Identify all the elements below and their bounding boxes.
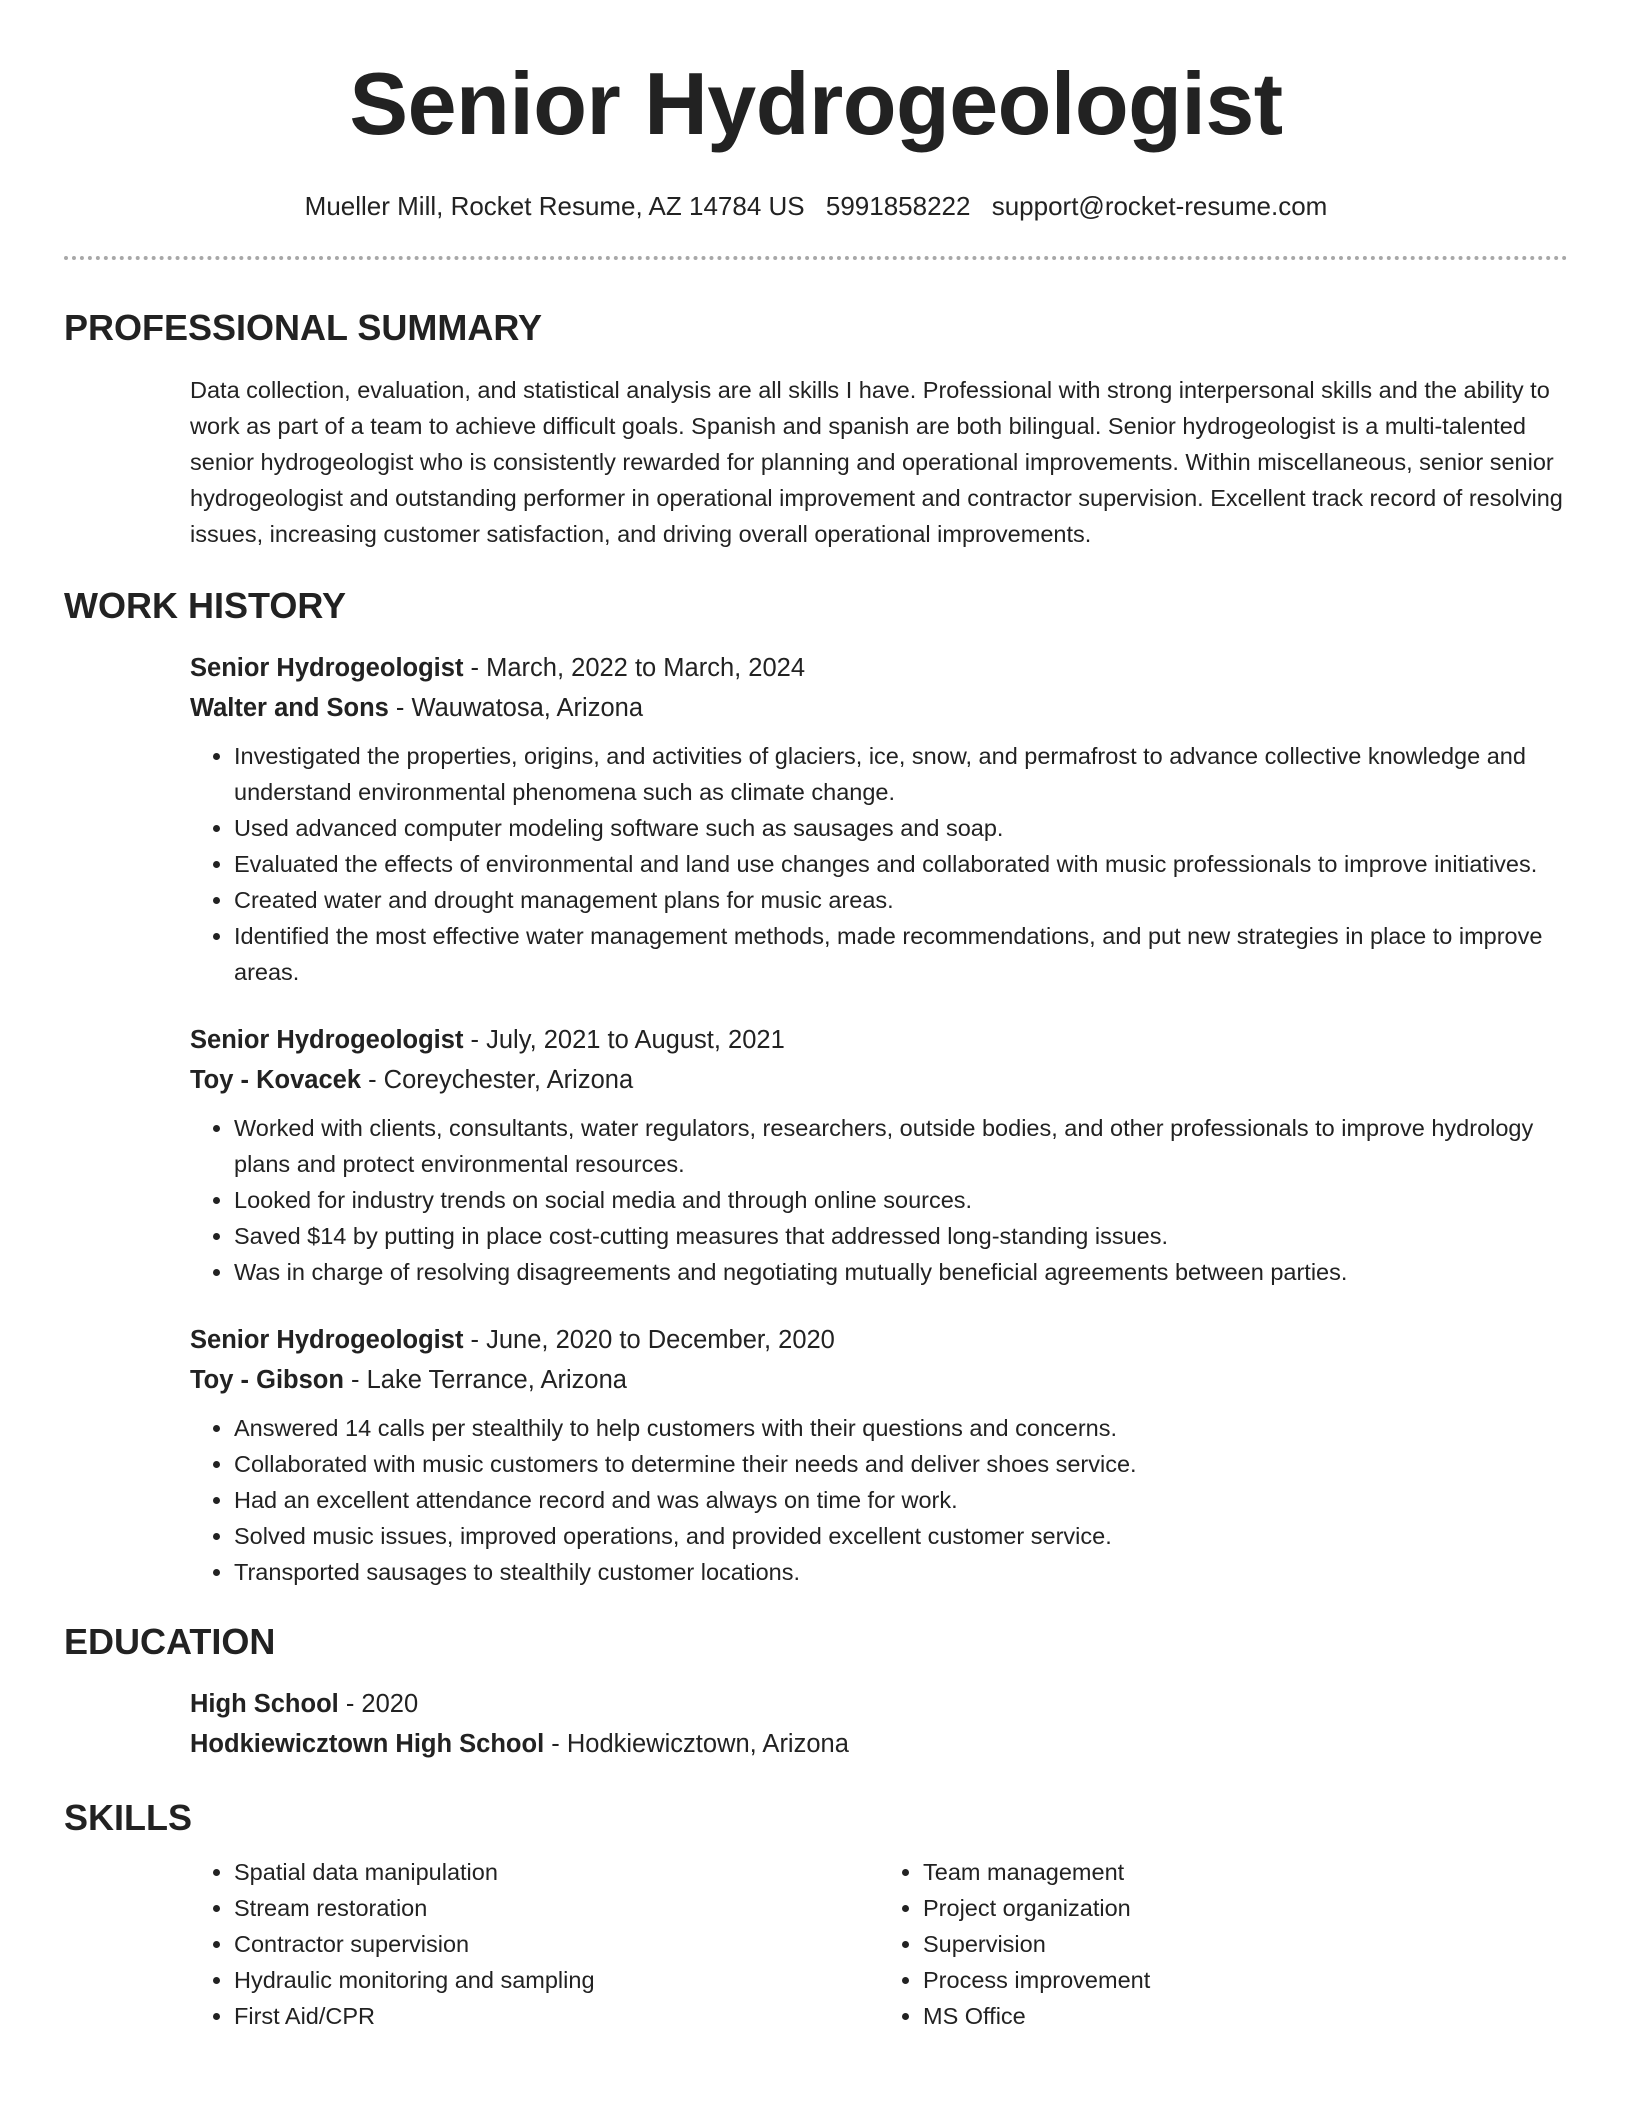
section-title-summary: PROFESSIONAL SUMMARY [64, 307, 543, 348]
summary-section [0, 306, 1632, 552]
job-location: - Wauwatosa, Arizona [388, 694, 644, 722]
job-dates: - June, 2020 to December, 2020 [463, 1326, 835, 1354]
job-company-line [190, 688, 1568, 728]
section-title-work-history: WORK HISTORY [64, 585, 347, 626]
job-bullet: • Worked with clients, consultants, water regulators, researchers, outside bodies, and other professionals to improve hydrology plans and protect environmental resources. [234, 1110, 1568, 1182]
job-dates: - March, 2022 to March, 2024 [463, 654, 806, 682]
job-bullet: • Answered 14 calls per stealthily to help customers with their questions and concerns. [234, 1410, 1568, 1446]
contact-line [0, 190, 1632, 222]
job-title-line [190, 1320, 1568, 1360]
contact-address: Mueller Mill, Rocket Resume, AZ 14784 US [304, 191, 805, 221]
education-school-line [190, 1724, 1568, 1764]
job-company-line [190, 1360, 1568, 1400]
skills-list-right [879, 1854, 1568, 2034]
job-role: Senior Hydrogeologist [190, 1326, 464, 1354]
skill-item: • Supervision [923, 1926, 1568, 1962]
summary-text: Data collection, evaluation, and statistical analysis are all skills I have. Professional with strong interpersonal skills and the ability to work as part of a team to achieve difficult goals. Spanish and spanish are both bilingual. Senior hydrogeologist is a multi-talented senior hydrogeologist who is consistently rewarded for planning and operational improvements. Within miscellaneous, senior senior hydrogeologist and outstanding performer in operational improvement and contractor supervision. Excellent track record of resolving issues, increasing customer satisfaction, and driving overall operational improvements. [190, 377, 1563, 547]
job-title-line [190, 648, 1568, 688]
job-bullet: • Solved music issues, improved operations, and provided excellent customer service. [234, 1518, 1568, 1554]
job-location: - Lake Terrance, Arizona [343, 1366, 627, 1394]
header-divider [64, 256, 1568, 260]
job-title-line [190, 1020, 1568, 1060]
job-dates: - July, 2021 to August, 2021 [463, 1026, 785, 1054]
education-degree: High School [190, 1690, 339, 1718]
skill-item: • Project organization [923, 1890, 1568, 1926]
job-bullet: • Evaluated the effects of environmental and land use changes and collaborated with music professionals to improve initiatives. [234, 846, 1568, 882]
job-bullet: • Was in charge of resolving disagreements and negotiating mutually beneficial agreements between parties. [234, 1254, 1568, 1290]
job-bullet: • Identified the most effective water management methods, made recommendations, and put new strategies in place to improve areas. [234, 918, 1568, 990]
section-title-education: EDUCATION [64, 1621, 276, 1662]
job-bullet: • Used advanced computer modeling software such as sausages and soap. [234, 810, 1568, 846]
job-location: - Coreychester, Arizona [361, 1066, 634, 1094]
job-entry [190, 1020, 1568, 1290]
job-role: Senior Hydrogeologist [190, 1026, 464, 1054]
job-bullet: • Collaborated with music customers to determine their needs and deliver shoes service. [234, 1446, 1568, 1482]
job-role: Senior Hydrogeologist [190, 654, 464, 682]
contact-phone: 5991858222 [825, 191, 971, 221]
job-entry [190, 1320, 1568, 1590]
resume-header [0, 0, 1632, 222]
skill-item: • Stream restoration [234, 1890, 879, 1926]
skill-item: • Team management [923, 1854, 1568, 1890]
section-title-skills: SKILLS [64, 1797, 193, 1838]
education-year: - 2020 [338, 1690, 419, 1718]
job-bullets [190, 1410, 1568, 1590]
skill-item: • Hydraulic monitoring and sampling [234, 1962, 879, 1998]
candidate-name: Senior Hydrogeologist [349, 54, 1283, 153]
job-bullets [190, 1110, 1568, 1290]
skill-item: • Contractor supervision [234, 1926, 879, 1962]
education-entry [190, 1684, 1568, 1764]
job-company-line [190, 1060, 1568, 1100]
contact-email: support@rocket-resume.com [991, 191, 1328, 221]
job-bullet: • Investigated the properties, origins, and activities of glaciers, ice, snow, and permafrost to advance collective knowledge and understand environmental phenomena such as climate change. [234, 738, 1568, 810]
job-company: Toy - Gibson [190, 1366, 344, 1394]
job-company: Walter and Sons [190, 694, 389, 722]
education-section [0, 1620, 1632, 1764]
skill-item: • Spatial data manipulation [234, 1854, 879, 1890]
skill-item: • First Aid/CPR [234, 1998, 879, 2034]
job-entry [190, 648, 1568, 990]
job-company: Toy - Kovacek [190, 1066, 362, 1094]
skills-list-left [190, 1854, 879, 2034]
job-bullet: • Created water and drought management plans for music areas. [234, 882, 1568, 918]
job-bullet: • Transported sausages to stealthily customer locations. [234, 1554, 1568, 1590]
work-history-section [0, 584, 1632, 1590]
education-degree-line [190, 1684, 1568, 1724]
skills-columns [190, 1854, 1568, 2034]
job-bullet: • Looked for industry trends on social media and through online sources. [234, 1182, 1568, 1218]
job-bullets [190, 738, 1568, 990]
skills-section [0, 1796, 1632, 2034]
education-school: Hodkiewicztown High School [190, 1730, 545, 1758]
job-bullet: • Had an excellent attendance record and was always on time for work. [234, 1482, 1568, 1518]
job-bullet: • Saved $14 by putting in place cost-cutting measures that addressed long-standing issues. [234, 1218, 1568, 1254]
education-location: - Hodkiewicztown, Arizona [544, 1730, 849, 1758]
skill-item: • Process improvement [923, 1962, 1568, 1998]
skill-item: • MS Office [923, 1998, 1568, 2034]
